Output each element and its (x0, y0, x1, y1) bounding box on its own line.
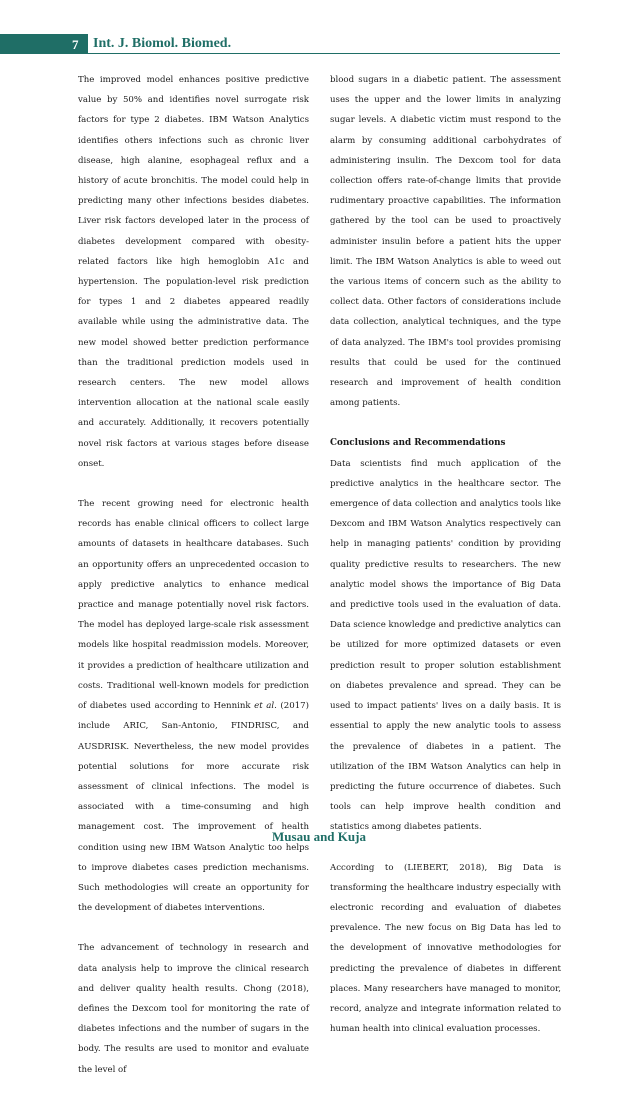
paragraph: blood sugars in a diabetic patient. The assessment uses the upper and the lower limits in analyzing sugar levels. A diabetic victim must respond to the alarm by consuming additional carbohydrates of administering insulin. The Dexcom tool for data collection offers rate-of-change limits that provide rudimentary proactive capabilities. The information gathered by the tool can be used to proactively administer insulin before a patient hits the upper limit. The IBM Watson Analytics is able to weed out the various items of concern such as the ability to collect data. Other factors of considerations include data collection, analytical techniques, and the type of data analyzed. The IBM's tool provides promising results that could be used for the continued research and improvement of health condition among patients. (330, 75, 561, 409)
paragraph (78, 494, 309, 918)
page-footer-authors: Musau and Kuja (272, 829, 366, 844)
paragraph-text: (2017) include ARIC, San-Antonio, FINDRISC, and AUSDRISK. Nevertheless, the new model provides potential solutions for more accurate risk assessment of clinical infections. The model is associated with a time-consuming and high management cost. The improvement of health condition using new IBM Watson Analytic too helps to improve diabetes cases prediction mechanisms. Such methodologies will create an opportunity for the development of diabetes interventions. (78, 701, 309, 914)
page-header (0, 34, 638, 58)
left-column (78, 70, 309, 1100)
paragraph: Data scientists find much application of the predictive analytics in the healthcare sector. The emergence of data collection and analytics tools like Dexcom and IBM Watson Analytics respectively can help in managing patients' condition by providing quality predictive results to researchers. The new analytic model shows the importance of Big Data and predictive tools used in the evaluation of data. Data science knowledge and predictive analytics can be utilized for more optimized datasets or even prediction result to proper solution establishment on diabetes prevalence and spread. They can be used to impact patients' lives on a daily basis. It is essential to apply the new analytic tools to assess the prevalence of diabetes in a patient. The utilization of the IBM Watson Analytics can help in predicting the future occurrence of diabetes. Such tools can help improve health condition and statistics among diabetes patients. (330, 458, 562, 833)
right-column (330, 70, 561, 1059)
page-number: 7 (72, 37, 79, 52)
paragraph-text: The recent growing need for electronic health records has enable clinical officers to collect large amounts of datasets in healthcare databases. Such an opportunity offers an unprecedented occasion to apply predictive analytics to enhance medical practice and manage potentially novel risk factors. The model has deployed large-scale risk assessment models like hospital readmission models. Moreover, it provides a prediction of healthcare utilization and costs. Traditional well-known models for prediction of diabetes used according to Hennink (78, 499, 309, 712)
section-heading: Conclusions and Recommendations (330, 438, 506, 449)
journal-title: Int. J. Biomol. Biomed. (93, 36, 232, 51)
citation-italic: et al. (254, 701, 277, 712)
paragraph: The improved model enhances positive predictive value by 50% and identifies novel surrogate risk factors for type 2 diabetes. IBM Watson Analytics identifies others infections such as chronic liver disease, high alanine, esophageal reflux and a history of acute bronchitis. The model could help in predicting many other infections besides diabetes. Liver risk factors developed later in the process of diabetes development compared with obesity-related factors like high hemoglobin A1c and hypertension. The population-level risk prediction for types 1 and 2 diabetes appeared readily available while using the administrative data. The new model showed better prediction performance than the traditional prediction models used in research centers. The new model allows intervention allocation at the national scale easily and accurately. Additionally, it recovers potentially novel risk factors at various stages before disease onset. (78, 75, 309, 469)
header-rule (88, 53, 560, 54)
paragraph: According to (LIEBERT, 2018), Big Data is transforming the healthcare industry especially with electronic recording and evaluation of diabetes prevalence. The new focus on Big Data has led to the development of innovative methodologies for predicting the prevalence of diabetes in different places. Many researchers have managed to monitor, record, analyze and integrate information related to human health into clinical evaluation processes. (330, 862, 561, 1035)
paragraph: The advancement of technology in research and data analysis help to improve the clinical research and deliver quality health results. Chong (2018), defines the Dexcom tool for monitoring the rate of diabetes infections and the number of sugars in the body. The results are used to monitor and evaluate the level of (78, 943, 309, 1075)
